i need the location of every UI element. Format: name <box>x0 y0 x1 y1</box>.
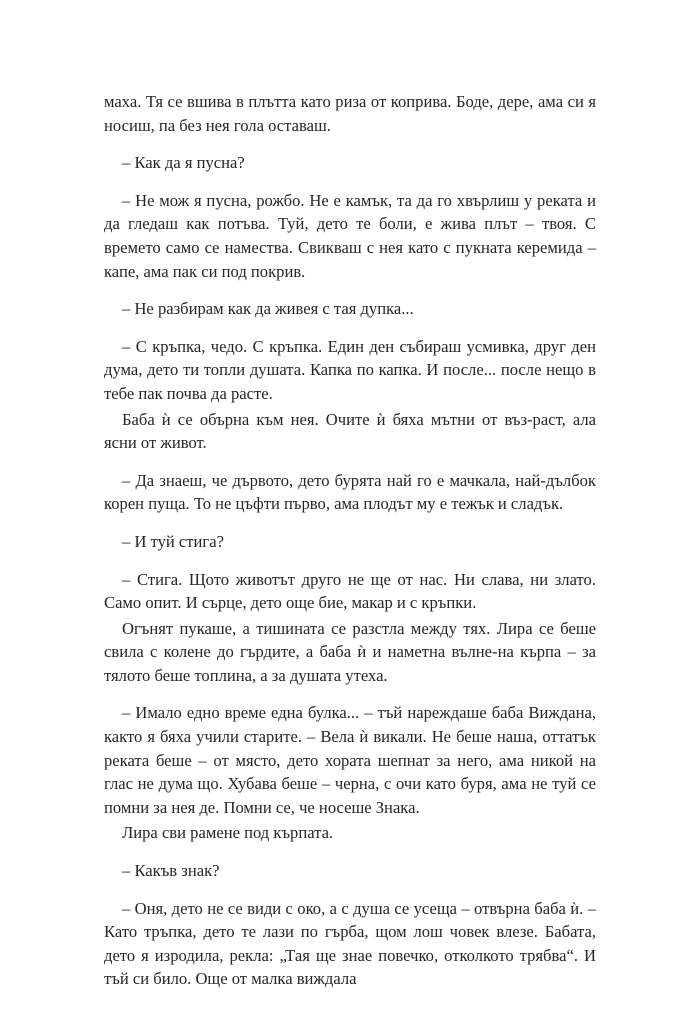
paragraph: – И туй стига? <box>122 531 224 551</box>
body-text <box>104 90 596 1005</box>
paragraph: – Стига. Щото животът друго не ще от нас. Ни слава, ни злато. Само опит. И сърце, дето още бие, макар и с кръпки. <box>104 569 596 613</box>
paragraph: – Оня, дето не се види с око, а с душа се усеща – отвърна баба ѝ. – Като тръпка, дето те лази по гърба, щом лош човек влезе. Бабата, дето я изродила, рекла: „Тая ще знае повечко, отколкото трябва“. И тъй си било. Още от малка виждала <box>104 898 596 989</box>
paragraph: маха. Тя се вшива в плътта като риза от коприва. Боде, дере, ама си я носиш, па без нея гола оставаш. <box>104 92 596 135</box>
paragraph: Лира сви рамене под кърпата. <box>122 823 334 843</box>
paragraph: – Как да я пусна? <box>122 153 245 173</box>
paragraph: – Имало едно време една булка... – тъй нареждаше баба Виждана, както я бяха учили старите. – Вела ѝ викали. Не беше наша, оттатък реката беше – от място, дето хората шепнат за него, ама никой на глас не дума що. Хубава беше – черна, с очи като буря, ама не туй се помни за нея де. Помни се, че носеше Знака. <box>104 703 596 817</box>
paragraph: – Какъв знак? <box>122 861 220 881</box>
paragraph: – Не разбирам как да живея с тая дупка... <box>122 299 414 319</box>
paragraph: – Не мож я пусна, рожбо. Не е камък, та да го хвърлиш у реката и да гледаш как потъва. Туй, дето те боли, е жива плът – твоя. С времето само се намества. Свикваш с нея като с пукната керемида – капе, ама пак си под покрив. <box>104 190 596 281</box>
paragraph: – Да знаеш, че дървото, дето бурята най го е мачкала, най-дълбок корен пуща. То не цъфти първо, ама плодът му е тежък и сладък. <box>104 470 596 514</box>
paragraph: Баба ѝ се обърна към нея. Очите ѝ бяха мътни от въз-раст, ала ясни от живот. <box>104 409 596 453</box>
paragraph: – С кръпка, чедо. С кръпка. Един ден събираш усмивка, друг ден дума, дето ти топли душата. Капка по капка. И после... после нещо в тебе пак почва да расте. <box>104 336 596 403</box>
paragraph: Огънят пукаше, а тишината се разстла между тях. Лира се беше свила с колене до гърдите, а баба ѝ и наметна вълне-на кърпа – за тялото беше топлина, а за душата утеха. <box>104 618 596 685</box>
